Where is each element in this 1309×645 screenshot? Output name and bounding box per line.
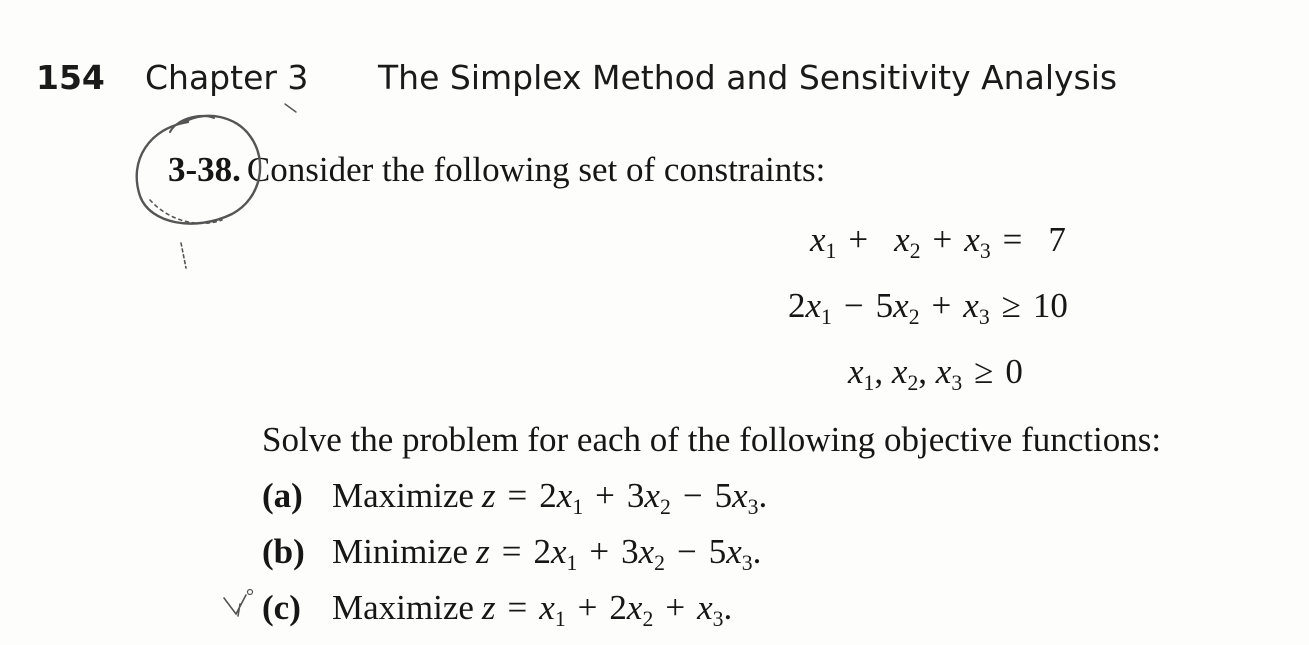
problem-text: Consider the following set of constraints: [246, 150, 826, 189]
pencil-tick-1 [285, 104, 296, 112]
part-b: (b) Minimize $z = 2x_1 + 3x_2 - 5x_3$. [262, 532, 762, 575]
pencil-mark-c [224, 595, 246, 616]
pencil-circle-loop [170, 116, 214, 132]
pencil-tail-stroke [150, 200, 222, 223]
pencil-dot [248, 590, 253, 595]
instruction-text: Solve the problem for each of the following objective functions: [262, 420, 1162, 459]
part-c: (c) Maximize $z = x_1 + 2x_2 + x_3$. [262, 588, 733, 631]
pencil-tick-2 [181, 243, 186, 268]
part-label: (b) [262, 532, 305, 571]
nonnegativity-constraint: $x_1$, $x_2$, $x_3 \ge 0$ [848, 352, 1023, 395]
constraint-system [700, 218, 1140, 403]
problem-statement [168, 148, 825, 192]
constraint-inequality: $2x_1 - 5x_2 + x_3 \ge 10$ [788, 286, 1068, 329]
chapter-label: Chapter 3 [145, 58, 309, 97]
part-label: (c) [262, 588, 301, 627]
part-label: (a) [262, 476, 303, 515]
page-number: 154 [36, 58, 105, 97]
chapter-title: The Simplex Method and Sensitivity Analysis [378, 58, 1118, 97]
part-a: (a) Maximize $z = 2x_1 + 3x_2 - 5x_3$. [262, 476, 768, 519]
problem-number: 3-38. [168, 150, 241, 189]
constraint-equality: $x_1 + x_2 + x_3 = 7$ [810, 220, 1066, 263]
